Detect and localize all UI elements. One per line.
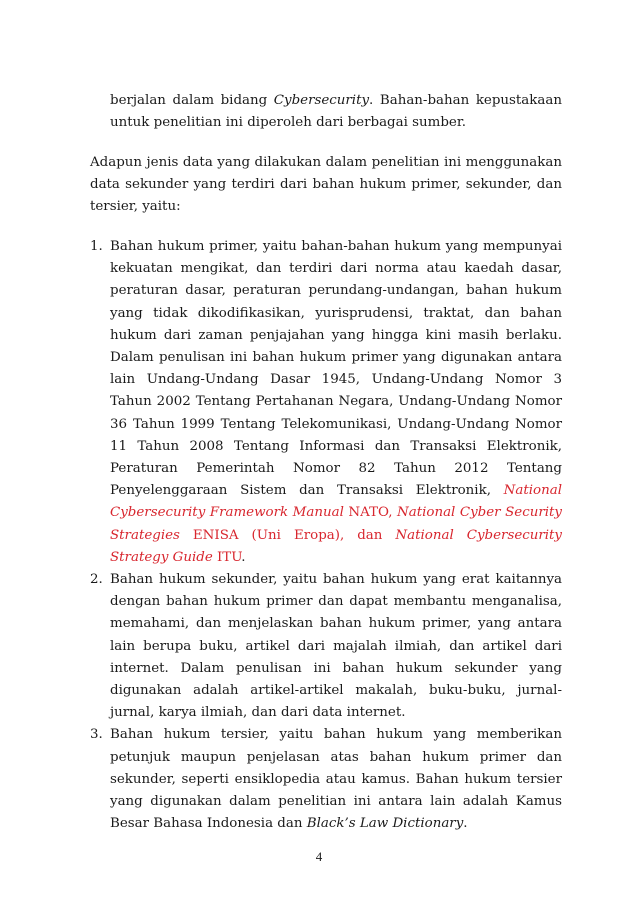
red-emphasis-2: National Cyber Security Strategies bbox=[110, 505, 562, 543]
list-item bbox=[90, 236, 562, 569]
list-item-end: . bbox=[241, 549, 246, 565]
red-text-2: ENISA (Uni Eropa), dan bbox=[179, 527, 396, 543]
page-number: 4 bbox=[315, 849, 323, 864]
list-item-text: Bahan hukum tersier, yaitu bahan hukum yang memberikan petunjuk maupun penjelasan atas bahan hukum primer dan sekunder, seperti ensiklopedia atau kamus. Bahan hukum tersier yang digunakan dalam penelitian ini antara lain adalah Kamus Besar Bahasa Indonesia dan bbox=[110, 727, 562, 832]
list-item-text: Bahan hukum primer, yaitu bahan-bahan hukum yang mempunyai kekuatan mengikat, dan terdiri dari norma atau kaedah dasar, peraturan dasar, peraturan perundang-undangan, bahan hukum yang tidak dikodifikasikan, yurisprudensi, traktat, dan bahan hukum dari zaman penjajahan yang hingga kini masih berlaku. Dalam penulisan ini bahan hukum primer yang digunakan antara lain Undang-Undang Dasar 1945, Undang-Undang Nomor 3 Tahun 2002 Tentang Pertahanan Negara, Undang-Undang Nomor 36 Tahun 1999 Tentang Telekomunikasi, Undang-Undang Nomor 11 Tahun 2008 Tentang Informasi dan Transaksi Elektronik, Peraturan Pemerintah Nomor 82 Tahun 2012 Tentang Penyelenggaraan Sistem dan Transaksi Elektronik, bbox=[110, 239, 562, 499]
continuation-emphasis: Cybersecurity bbox=[273, 93, 370, 108]
red-text-1: NATO, bbox=[343, 505, 398, 521]
red-text-3: ITU bbox=[212, 549, 242, 565]
list-item-text: Bahan hukum sekunder, yaitu bahan hukum yang erat kaitannya dengan bahan hukum primer dan dapat membantu menganalisa, memahami, dan menjelaskan bahan hukum primer, yang antara lain berupa buku, artikel dari majalah ilmiah, dan artikel dari internet. Dalam penulisan ini bahan hukum sekunder yang digunakan adalah artikel-artikel makalah, buku-buku, jurnal-jurnal, karya ilmiah, dan dari data internet. bbox=[110, 572, 562, 721]
continuation-text-1: berjalan dalam bidang bbox=[110, 93, 274, 108]
legal-materials-list bbox=[90, 236, 562, 835]
continuation-paragraph bbox=[110, 90, 562, 134]
list-item-end: . bbox=[463, 816, 468, 832]
list-item-number: 1. bbox=[90, 239, 103, 254]
list-item bbox=[90, 569, 562, 724]
intro-paragraph: Adapun jenis data yang dilakukan dalam penelitian ini menggunakan data sekunder yang terdiri dari bahan hukum primer, sekunder, dan tersier, yaitu: bbox=[90, 155, 562, 215]
list-item-emphasis: Black’s Law Dictionary bbox=[306, 816, 464, 832]
red-emphasis-1: National Cybersecurity Framework Manual bbox=[110, 483, 562, 521]
continuation-text-2: . Bahan-bahan kepustakaan untuk penelitian ini diperoleh dari berbagai sumber. bbox=[110, 93, 562, 131]
list-item-number: 2. bbox=[90, 572, 103, 588]
list-item bbox=[90, 724, 562, 835]
list-item-number: 3. bbox=[90, 727, 103, 743]
red-emphasis-3: National Cybersecurity Strategy Guide bbox=[110, 527, 562, 565]
